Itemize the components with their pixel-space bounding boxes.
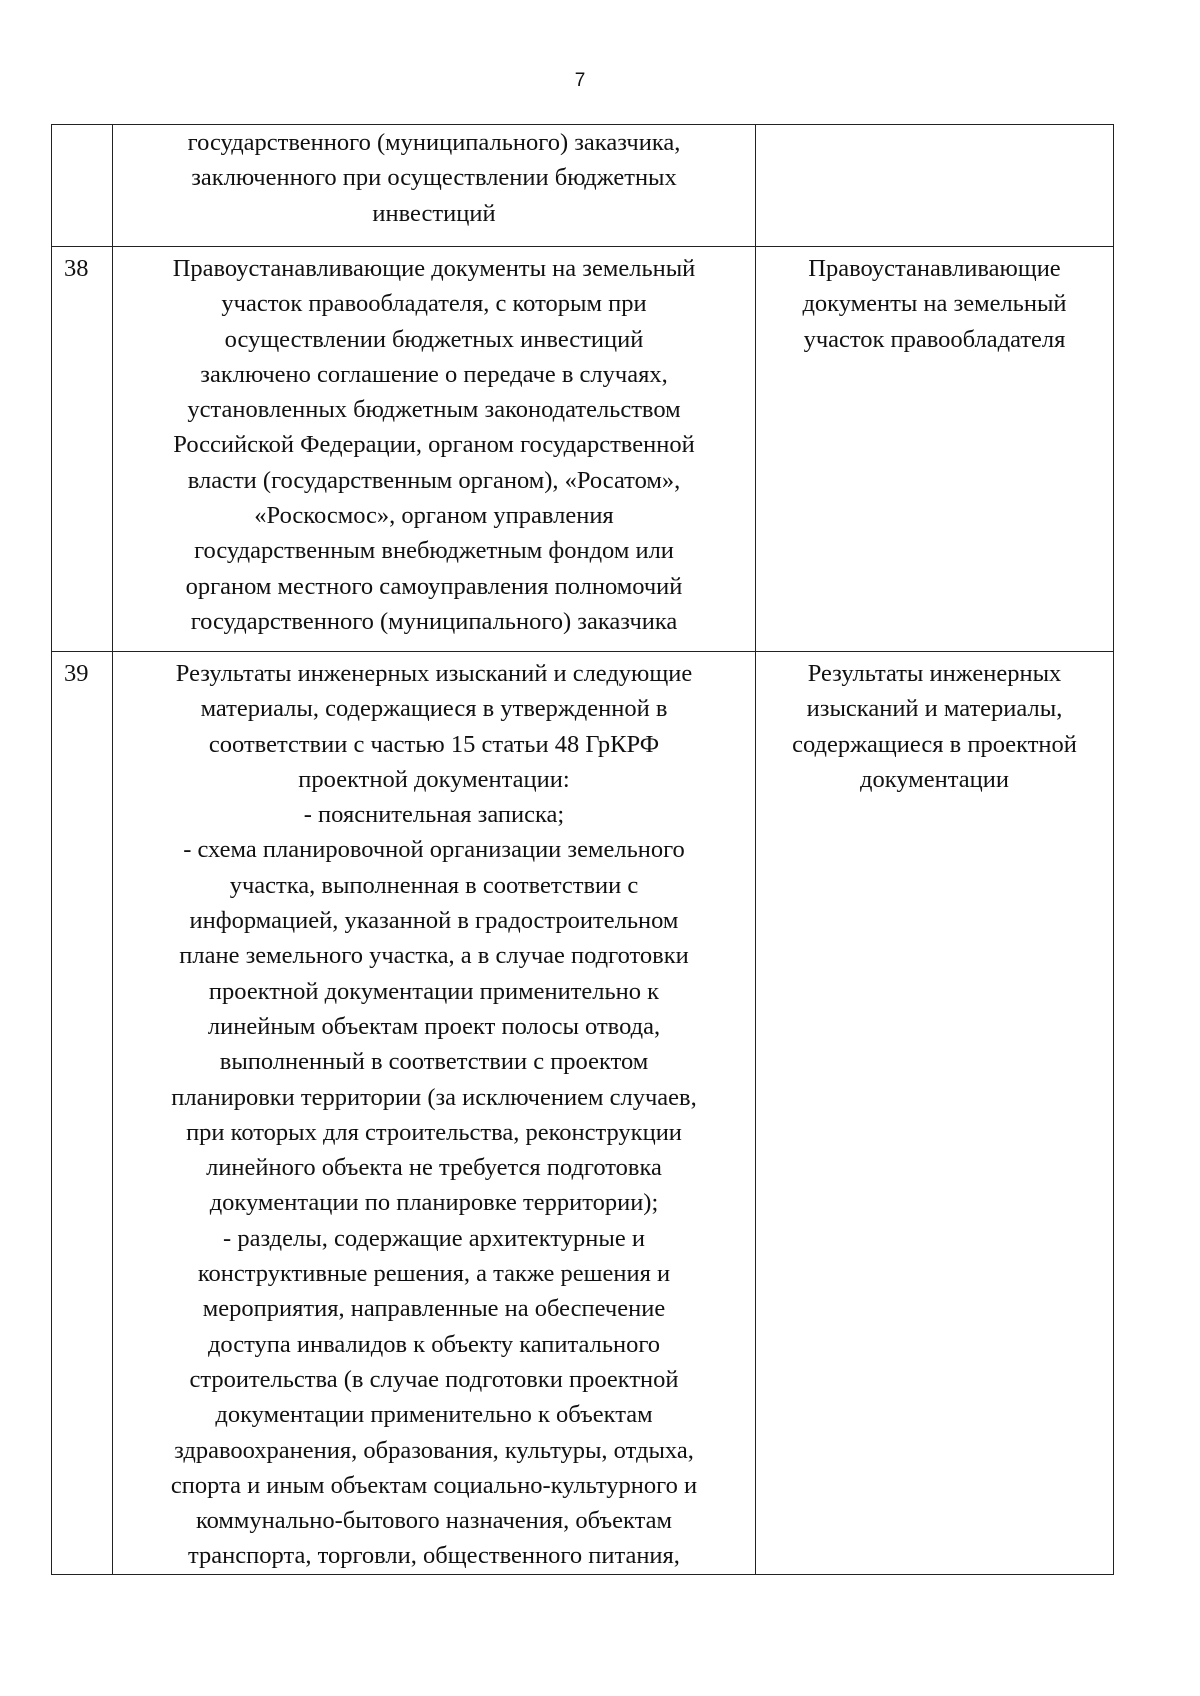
row-document bbox=[756, 652, 1114, 1575]
description-line: заключенного при осуществлении бюджетных bbox=[191, 164, 677, 192]
description-line: документации применительно к объектам bbox=[215, 1401, 653, 1429]
row-description bbox=[113, 247, 756, 652]
description-line: органом местного самоуправления полномочий bbox=[185, 572, 683, 600]
row-document bbox=[756, 125, 1114, 247]
table-row bbox=[52, 247, 1114, 652]
row-number: 39 bbox=[52, 652, 113, 1575]
description-line: власти (государственным органом), «Росатом», bbox=[187, 466, 681, 494]
documents-table bbox=[51, 124, 1114, 1575]
description-line: участок правообладателя, с которым при bbox=[221, 290, 647, 318]
row-number bbox=[52, 125, 113, 247]
document-line: Результаты инженерных bbox=[807, 660, 1062, 687]
description-line: заключено соглашение о передаче в случаях, bbox=[200, 360, 668, 388]
description-line: линейным объектам проект полосы отвода, bbox=[207, 1012, 661, 1040]
description-line: плане земельного участка, а в случае подготовки bbox=[179, 942, 689, 970]
description-line: информацией, указанной в градостроительном bbox=[189, 907, 679, 935]
description-line: доступа инвалидов к объекту капитального bbox=[207, 1330, 661, 1358]
table-body bbox=[52, 125, 1114, 1575]
description-line: «Роскосмос», органом управления bbox=[254, 502, 614, 530]
description-line: - пояснительная записка; bbox=[303, 801, 565, 829]
description-line: участка, выполненная в соответствии с bbox=[229, 871, 639, 899]
description-line: - разделы, содержащие архитектурные и bbox=[223, 1224, 645, 1252]
document-line: участок правообладателя bbox=[803, 325, 1066, 353]
description-line: спорта и иным объектам социально-культурного и bbox=[170, 1471, 698, 1499]
row-description bbox=[113, 125, 756, 247]
description-line: планировки территории (за исключением случаев, bbox=[171, 1083, 697, 1111]
description-line: коммунально-бытового назначения, объектам bbox=[195, 1507, 673, 1535]
description-line: проектной документации применительно к bbox=[208, 977, 660, 1005]
description-line: строительства (в случае подготовки проектной bbox=[189, 1365, 679, 1393]
description-line: материалы, содержащиеся в утвержденной в bbox=[200, 695, 668, 723]
description-line: проектной документации: bbox=[298, 765, 570, 793]
description-line: конструктивные решения, а также решения и bbox=[197, 1260, 671, 1288]
description-line: установленных бюджетным законодательством bbox=[187, 396, 681, 424]
description-line: здравоохранения, образования, культуры, отдыха, bbox=[174, 1436, 694, 1464]
description-line: линейного объекта не требуется подготовка bbox=[206, 1154, 662, 1182]
document-line: документации bbox=[860, 765, 1009, 793]
row-description bbox=[113, 652, 756, 1575]
description-line: государственного (муниципального) заказчика bbox=[190, 607, 678, 635]
document-line: содержащиеся в проектной bbox=[792, 730, 1077, 758]
document-line: изысканий и материалы, bbox=[806, 695, 1063, 723]
description-line: при которых для строительства, реконструкции bbox=[186, 1118, 682, 1146]
description-line: транспорта, торговли, общественного питания, bbox=[188, 1542, 680, 1570]
document-line: Правоустанавливающие bbox=[808, 255, 1061, 282]
description-line: выполненный в соответствии с проектом bbox=[219, 1048, 649, 1076]
row-document bbox=[756, 247, 1114, 652]
description-line: государственным внебюджетным фондом или bbox=[194, 537, 674, 565]
description-line: Правоустанавливающие документы на земельный bbox=[172, 255, 696, 282]
table-row bbox=[52, 125, 1114, 247]
description-line: инвестиций bbox=[372, 199, 496, 227]
row-number: 38 bbox=[52, 247, 113, 652]
description-line: документации по планировке территории); bbox=[209, 1189, 659, 1217]
description-line: Результаты инженерных изысканий и следующие bbox=[175, 660, 693, 687]
description-line: мероприятия, направленные на обеспечение bbox=[202, 1295, 666, 1323]
description-line: Российской Федерации, органом государственной bbox=[173, 431, 695, 459]
page-number: 7 bbox=[574, 70, 586, 91]
table-row bbox=[52, 652, 1114, 1575]
description-line: государственного (муниципального) заказчика, bbox=[187, 129, 681, 156]
description-line: осуществлении бюджетных инвестиций bbox=[224, 325, 644, 353]
description-line: - схема планировочной организации земельного bbox=[183, 836, 685, 864]
document-line: документы на земельный bbox=[802, 290, 1067, 318]
description-line: соответствии с частью 15 статьи 48 ГрКРФ bbox=[208, 730, 660, 758]
